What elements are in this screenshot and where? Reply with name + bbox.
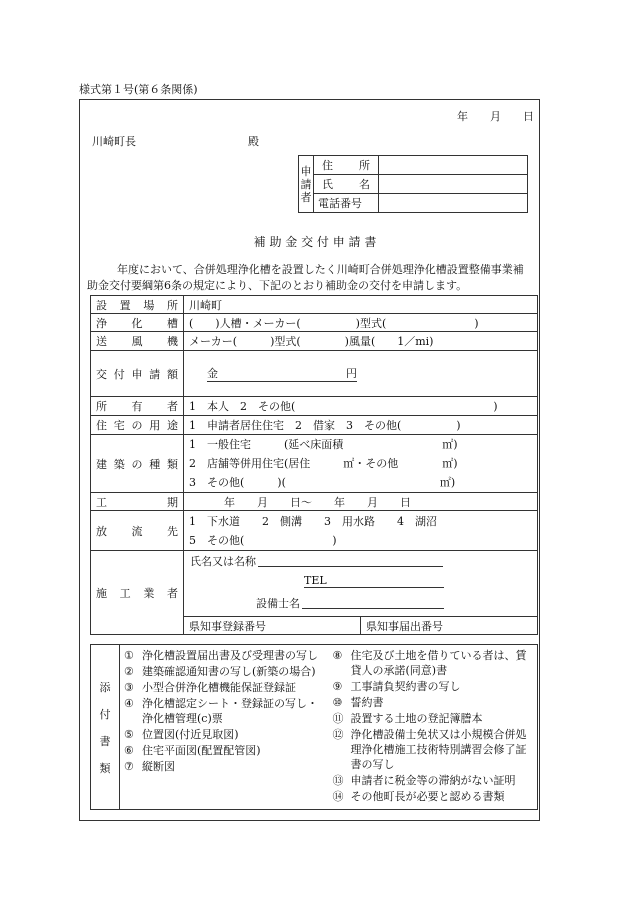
contractor-name-label: 氏名又は名称 [190,555,256,568]
attachment-item: ③ 小型合併浄化槽機能保証登録証 [124,681,296,694]
phone-field[interactable] [379,194,528,213]
owner-label: 所 有 者 [91,397,184,416]
house-use-field[interactable]: 1 申請者居住住宅 2 借家 3 その他( ) [184,416,538,435]
building-type-option-1: 1 一般住宅 (延べ床面積 ㎡) [189,438,458,451]
discharge-options-line1: 1 下水道 2 側溝 3 用水路 4 湖沼 [189,514,437,528]
attachment-item: ⑩ 誓約書 [332,696,384,709]
attachment-item: ⑥ 住宅平面図(配置配管図) [124,744,261,757]
contractor-engineer-label: 設備士名 [256,597,300,610]
addressee-name: 川崎町長 [92,135,136,148]
date-month-label: 月 [490,110,501,123]
prefecture-notice-number[interactable]: 県知事届出番号 [361,617,538,635]
amount-prefix: 金 [207,367,218,380]
building-type-option-3: 3 その他( )( ㎡) [189,476,456,489]
building-type-field[interactable] [184,435,538,493]
address-field[interactable] [379,156,528,175]
attachment-item: ② 建築確認通知書の写し(新築の場合) [124,665,316,678]
phone-label: 電話番号 [314,194,379,213]
contractor-tel-line [304,587,444,588]
amount-label: 交 付 申 請 額 [91,351,184,397]
contractor-field[interactable] [184,551,538,617]
septic-label: 浄 化 槽 [91,314,184,332]
intro-text-line2: 助金交付要綱第6条の規定により、下記のとおり補助金の交付を申請します。 [87,279,468,292]
construction-period-field[interactable]: 年 月 日～ 年 月 日 [184,493,538,511]
attachment-item: ⑨ 工事請負契約書の写し [332,680,461,693]
location-label: 設 置 場 所 [91,296,184,314]
applicant-label: 申 請 者 [299,156,314,213]
attachment-item: ① 浄化槽設置届出書及び受理書の写し [124,649,318,662]
discharge-label: 放 流 先 [91,511,184,551]
contractor-label: 施 工 業 者 [91,551,184,635]
discharge-options-line2: 5 その他( ) [189,533,337,547]
location-field[interactable]: 川崎町 [184,296,538,314]
name-field[interactable] [379,175,528,194]
discharge-field[interactable] [184,511,538,551]
document-title: 補 助 金 交 付 申 請 書 [253,235,377,249]
contractor-name-line [258,566,443,567]
blower-label: 送 風 機 [91,332,184,351]
attachment-item: ⑧ 住宅及び土地を借りている者は、賃貸人の承諾(同意)書 [332,649,527,677]
building-type-label: 建 築 の 種 類 [91,435,184,493]
addressee-honorific: 殿 [248,135,259,148]
address-label: 住 所 [314,156,379,175]
intro-text-line1: 年度において、合併処理浄化槽を設置したく川崎町合併処理浄化槽設置整備事業補 [117,263,524,276]
owner-field[interactable]: 1 本人 2 その他( ) [184,397,538,416]
amount-suffix: 円 [346,367,357,380]
attachments-table [90,644,538,810]
date-year-label: 年 [457,110,468,123]
attachment-item: ⑤ 位置図(付近見取図) [124,728,239,741]
attachments-right-column [333,648,534,805]
attachments-left-column [124,648,325,805]
name-label: 氏 名 [314,175,379,194]
attachments-label: 添 付 書 類 [91,645,120,810]
attachment-item: ⑬ 申請者に税金等の滞納がない証明 [332,774,516,787]
form-number: 様式第１号(第６条関係) [79,83,198,96]
blower-field[interactable]: メーカー( )型式( )風量( 1／mi) [184,332,538,351]
amount-field[interactable] [184,351,538,397]
construction-period-label: 工 期 [91,493,184,511]
contractor-tel-label: TEL [304,574,327,587]
contractor-engineer-line [302,608,444,609]
applicant-table [298,155,528,213]
attachment-item: ⑭ その他町長が必要と認める書類 [332,790,505,803]
attachment-item: ⑫ 浄化槽設備士免状又は小規模合併処理浄化槽施工技術特別講習会修了証書の写し [332,728,527,771]
house-use-label: 住 宅 の 用 途 [91,416,184,435]
prefecture-registration-number[interactable]: 県知事登録番号 [184,617,361,635]
attachment-item: ⑦ 縦断図 [124,760,175,773]
attachments-list [120,645,538,810]
attachment-item: ⑪ 設置する土地の登記簿謄本 [332,712,483,725]
date-day-label: 日 [523,110,534,123]
attachment-item: ④ 浄化槽認定シート・登録証の写し・浄化槽管理(c)票 [124,697,318,725]
building-type-option-2: 2 店舗等併用住宅(居住 ㎡・その他 ㎡) [189,457,458,470]
details-table [90,295,538,635]
septic-field[interactable]: ( )人槽・メーカー( )型式( ) [184,314,538,332]
